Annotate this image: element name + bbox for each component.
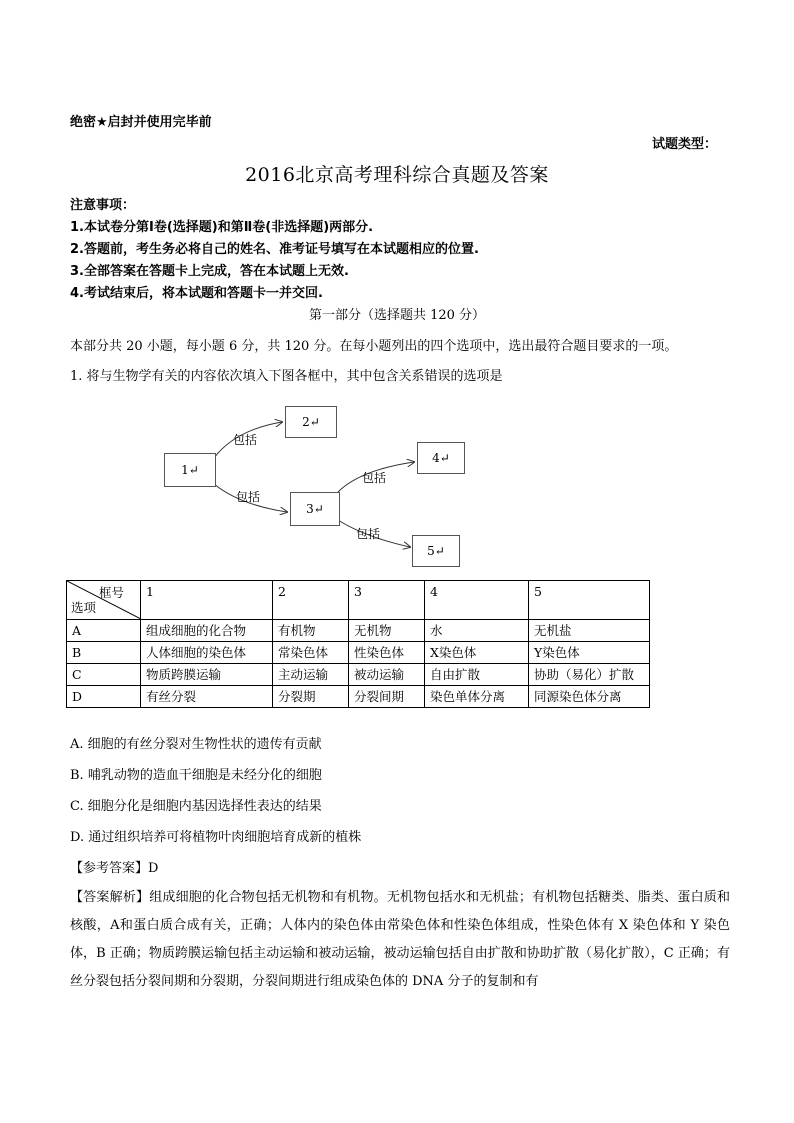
table-corner-cell — [67, 581, 141, 620]
column-header: 5 — [529, 581, 650, 620]
row-label: D — [67, 686, 141, 708]
question-type-label: 试题类型： — [652, 137, 718, 152]
confidential-mark: 绝密★启封并使用完毕前 — [70, 115, 212, 130]
table-cell: 水 — [425, 620, 529, 642]
column-header: 3 — [349, 581, 425, 620]
page-title: 2016北京高考理科综合真题及答案 — [245, 164, 549, 186]
diagram-box-2: 2↵ — [285, 406, 337, 438]
answer-option-a: A. 细胞的有丝分裂对生物性状的遗传有贡献 — [70, 737, 322, 752]
table-header-row — [67, 581, 650, 620]
notice-item: 2.答题前，考生务必将自己的姓名、准考证号填写在本试题相应的位置. — [70, 242, 479, 257]
table-cell: 人体细胞的染色体 — [141, 642, 273, 664]
table-cell: 无机盐 — [529, 620, 650, 642]
answer-option-b: B. 哺乳动物的造血干细胞是未经分化的细胞 — [70, 768, 322, 783]
edge-label: 包括 — [236, 490, 261, 504]
table-row — [67, 620, 650, 642]
notice-item: 3.全部答案在答题卡上完成，答在本试题上无效. — [70, 264, 349, 279]
section-title: 第一部分（选择题共 120 分） — [308, 308, 486, 323]
answer-option-c: C. 细胞分化是细胞内基因选择性表达的结果 — [70, 799, 322, 814]
options-table — [66, 580, 650, 708]
table-cell: 自由扩散 — [425, 664, 529, 686]
table-cell: 主动运输 — [273, 664, 349, 686]
column-header: 4 — [425, 581, 529, 620]
section-intro: 本部分共 20 小题，每小题 6 分，共 120 分。在每小题列出的四个选项中，选出最符合题目要求的一项。 — [70, 339, 678, 354]
diagram-box-3: 3↵ — [290, 492, 340, 526]
table-cell: 有机物 — [273, 620, 349, 642]
table-cell: 无机物 — [349, 620, 425, 642]
table-cell: 染色单体分离 — [425, 686, 529, 708]
table-cell: 组成细胞的化合物 — [141, 620, 273, 642]
question-stem: 1. 将与生物学有关的内容依次填入下图各框中，其中包含关系错误的选项是 — [70, 369, 503, 384]
corner-bottom-label: 选项 — [71, 600, 97, 615]
column-header: 1 — [141, 581, 273, 620]
corner-top-label: 框号 — [98, 585, 124, 600]
edge-label: 包括 — [362, 471, 387, 485]
diagram-box-4: 4↵ — [417, 442, 465, 474]
table-cell: 分裂间期 — [349, 686, 425, 708]
notice-item: 4.考试结束后，将本试题和答题卡一并交回. — [70, 286, 323, 301]
row-label: B — [67, 642, 141, 664]
reference-answer: 【参考答案】D — [70, 861, 159, 876]
column-header: 2 — [273, 581, 349, 620]
table-row — [67, 642, 650, 664]
table-cell: 常染色体 — [273, 642, 349, 664]
table-cell: 有丝分裂 — [141, 686, 273, 708]
notice-heading: 注意事项： — [70, 198, 136, 213]
row-label: A — [67, 620, 141, 642]
table-cell: X染色体 — [425, 642, 529, 664]
table-cell: 分裂期 — [273, 686, 349, 708]
notice-item: 1.本试卷分第Ⅰ卷(选择题)和第Ⅱ卷(非选择题)两部分. — [70, 220, 374, 235]
table-cell: 同源染色体分离 — [529, 686, 650, 708]
table-row — [67, 686, 650, 708]
row-label: C — [67, 664, 141, 686]
diagram-box-5: 5↵ — [412, 535, 460, 567]
edge-label: 包括 — [233, 433, 258, 447]
table-cell: Y染色体 — [529, 642, 650, 664]
table-cell: 性染色体 — [349, 642, 425, 664]
table-cell: 协助（易化）扩散 — [529, 664, 650, 686]
diagram-box-1: 1↵ — [164, 453, 216, 487]
answer-explanation: 【答案解析】组成细胞的化合物包括无机物和有机物。无机物包括水和无机盐；有机物包括糖类、脂类、蛋白质和核酸，A和蛋白质合成有关，正确；人体内的染色体由常染色体和性染色体组成，性染色体有 X 染色体和 Y 染色体，B 正确；物质跨膜运输包括主动运输和被动运输，被动运输包括自由扩散和协助扩散（易化扩散），C 正确；有丝分裂包括分裂间期和分裂期，分裂间期进行组成染色体的 DNA 分子的复制和有 — [70, 890, 730, 989]
table-row — [67, 664, 650, 686]
answer-option-d: D. 通过组织培养可将植物叶肉细胞培育成新的植株 — [70, 830, 362, 845]
table-cell: 被动运输 — [349, 664, 425, 686]
edge-label: 包括 — [356, 527, 381, 541]
table-cell: 物质跨膜运输 — [141, 664, 273, 686]
